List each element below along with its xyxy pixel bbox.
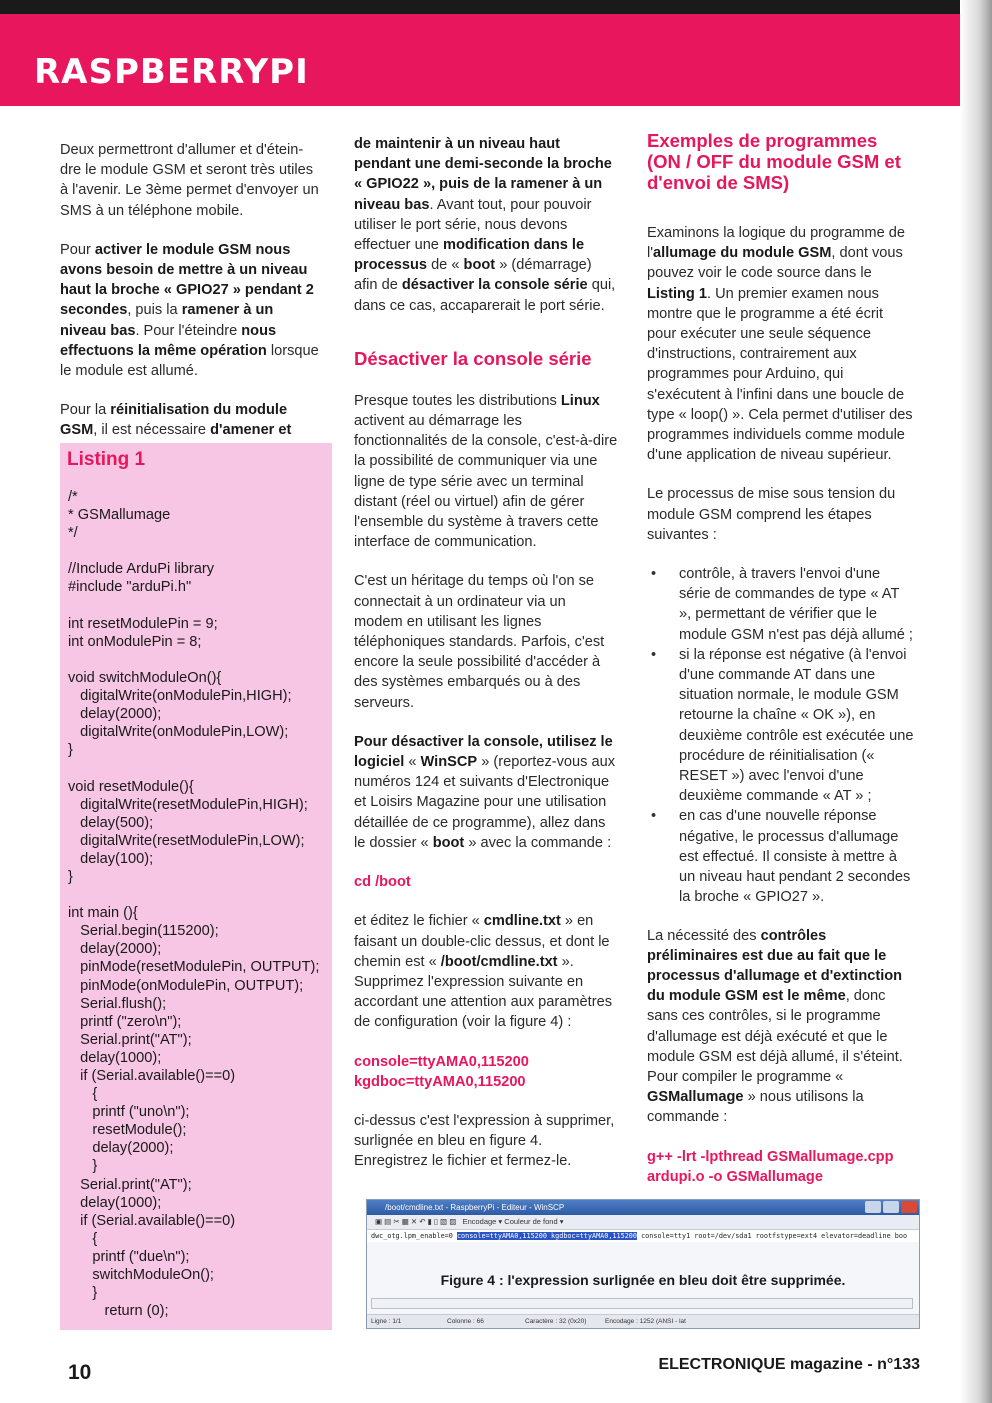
maximize-icon[interactable] <box>883 1201 899 1213</box>
magazine-footer: ELECTRONIQUE magazine - n°133 <box>658 1356 920 1373</box>
paragraph: Pour la réinitialisation du module GSM, il est nécessaire d'amener et <box>60 402 292 439</box>
window-titlebar: /boot/cmdline.txt - RaspberryPi - Editeur - WinSCP <box>367 1200 919 1215</box>
paragraph: de maintenir à un niveau haut pendant une demi-seconde la broche « GPIO22 », puis de la ramener à un niveau bas. Avant tout, pour pouvoir utiliser le port série, nous devons effectuer une modification dans le processus de « boot » (démarrage) afin de désactiver la console série qui, dans ce cas, accaparerait le port série. <box>354 136 616 314</box>
paragraph: Pour activer le module GSM nous avons besoin de mettre à un niveau haut la broche « GPIO27 » pendant 2 secondes, puis la ramener à un niveau bas. Pour l'éteindre nous effectuons la même opération lorsque le module est allumé. <box>60 241 319 380</box>
horizontal-scrollbar[interactable] <box>371 1298 913 1309</box>
section-heading: Désactiver la console série <box>354 347 592 369</box>
paragraph: Deux permettront d'allumer et d'étein-dre le module GSM et seront très utiles à l'avenir. Le 3ème permet d'envoyer un SMS à un téléphone mobile. <box>60 142 319 219</box>
command-cd-boot: cd /boot <box>354 874 411 891</box>
figure-caption: Figure 4 : l'expression surlignée en bleu doit être supprimée. <box>440 1272 846 1288</box>
paragraph: et éditez le fichier « cmdline.txt » en faisant un double-clic dessus, et dont le chemin est « /boot/cmdline.txt ». Supprimez l'expression suivante en accordant une attention aux paramètres de configuration (voir la figure 4) : <box>354 913 612 1031</box>
column-3 <box>647 130 915 1206</box>
status-bar: Ligne : 1/1 Colonne : 66 Caractère : 32 (0x20) Encodage : 1252 (ANSI - lat <box>367 1314 919 1328</box>
highlighted-expression: console=ttyAMA0,115200 kgdboc=ttyAMA0,115200 <box>456 1232 637 1240</box>
editor-text-line[interactable]: dwc_otg.lpm_enable=0 console=ttyAMA0,115200 kgdboc=ttyAMA0,115200 console=tty1 root=/dev/sda1 rootfstype=ext4 elevator=deadline boo <box>367 1230 919 1242</box>
command-compile: g++ -lrt -lpthread GSMallumage.cpp ardupi.o -o GSMallumage <box>647 1148 894 1185</box>
command-console-expression: console=ttyAMA0,115200 kgdboc=ttyAMA0,115200 <box>354 1053 529 1090</box>
section-banner <box>0 14 960 106</box>
section-heading: Exemples de programmes (ON / OFF du module GSM et d'envoi de SMS) <box>647 130 901 193</box>
minimize-icon[interactable] <box>865 1201 881 1213</box>
paragraph: C'est un héritage du temps où l'on se connectait à un ordinateur via un modem en utilisant les lignes téléphoniques standards. Parfois, c'est encore la seule possibilité d'accéder à des systèmes embarqués ou à des serveurs. <box>354 573 605 711</box>
steps-list <box>647 564 915 907</box>
section-title: RASPBERRYPI <box>34 52 309 92</box>
page-number: 10 <box>68 1361 92 1384</box>
listing-code: /* * GSMallumage */ //Include ArduPi library #include "arduPi.h" int resetModulePin = 9; int onModulePin = 8; void switchModuleOn(){ digitalWrite(onModulePin,HIGH); delay(2000); digitalWrite(onModulePin,LOW); } void resetModule(){ digitalWrite(resetModulePin,HIGH); delay(500); digitalWrite(resetModulePin,LOW); delay(100); } int main (){ Serial.begin(115200); delay(2000); pinMode(resetModulePin, OUTPUT); pinMode(onModulePin, OUTPUT); Serial.flush(); printf ("zero\n"); Serial.print("AT"); delay(1000); if (Serial.available()==0) { printf ("uno\n"); resetModule(); delay(2000); } Serial.print("AT"); delay(1000); if (Serial.available()==0) { printf ("due\n"); switchModuleOn(); } return (0); <box>68 489 320 1320</box>
paragraph: Pour désactiver la console, utilisez le logiciel « WinSCP » (reportez-vous aux numéros 124 et suivants d'Electronique et Loisirs Magazine pour une utilisation détaillée de ce programme), allez dans le dossier « boot » avec la commande : <box>354 733 616 851</box>
column-2 <box>354 134 618 1191</box>
close-icon[interactable] <box>901 1201 917 1213</box>
toolbar-icons[interactable]: ▣ ▤ ✂ ▦ ✕ ↶ ▮ ▯ ▧ ▨ <box>375 1217 461 1226</box>
list-item: • contrôle, à travers l'envoi d'une série de commandes de type « AT », permettant de vérifier que le module GSM n'est pas déjà allumé ; <box>647 564 915 645</box>
figure-4-screenshot <box>366 1199 920 1329</box>
paragraph: Presque toutes les distributions Linux activent au démarrage les fonctionnalités de la console, c'est-à-dire la possibilité de communiquer via une ligne de type série avec un terminal distant (réel ou virtuel) afin de gérer l'ensemble du système à travers cette interface de communication. <box>354 392 618 551</box>
listing-box <box>60 443 332 1330</box>
page-edge-shadow <box>960 0 992 1403</box>
listing-title: Listing 1 <box>67 449 146 470</box>
editor-toolbar: ▣ ▤ ✂ ▦ ✕ ↶ ▮ ▯ ▧ ▨ Encodage ▾ Couleur de fond ▾ <box>367 1215 919 1230</box>
list-item: • si la réponse est négative (à l'envoi d'une commande AT dans une situation normale, le module GSM retourne la chaîne « OK »), en deuxième contrôle est exécutée une procédure de réinitialisation (« RESET ») avec l'envoi d'une deuxième commande « AT » ; <box>647 645 915 807</box>
paragraph: ci-dessus c'est l'expression à supprimer, surlignée en bleu en figure 4. Enregistrez le fichier et fermez-le. <box>354 1112 615 1170</box>
column-1 <box>60 140 322 460</box>
paragraph: Le processus de mise sous tension du module GSM comprend les étapes suivantes : <box>647 486 896 543</box>
list-item: • en cas d'une nouvelle réponse négative, le processus d'allumage est effectué. Il consiste à mettre à un niveau haut pendant 2 secondes la broche « GPIO27 ». <box>647 806 915 907</box>
paragraph: Examinons la logique du programme de l'allumage du module GSM, dont vous pouvez voir le code source dans le Listing 1. Un premier examen nous montre que le programme a été écrit pour exécuter une seule séquence d'instructions, contrairement aux programmes pour Arduino, qui s'exécutent à l'infini dans une boucle de type « loop() ». Cela permet d'utiliser des programmes individuels comme module d'une application de niveau supérieur. <box>647 225 913 464</box>
paragraph: La nécessité des contrôles préliminaires est due au fait que le processus d'allumage et d'extinction du module GSM est le même, donc sans ces contrôles, si le programme d'allumage est déjà exécuté et que le module GSM est déjà allumé, il s'éteint. Pour compiler le programme « GSMallumage » nous utilisons la commande : <box>647 927 903 1126</box>
